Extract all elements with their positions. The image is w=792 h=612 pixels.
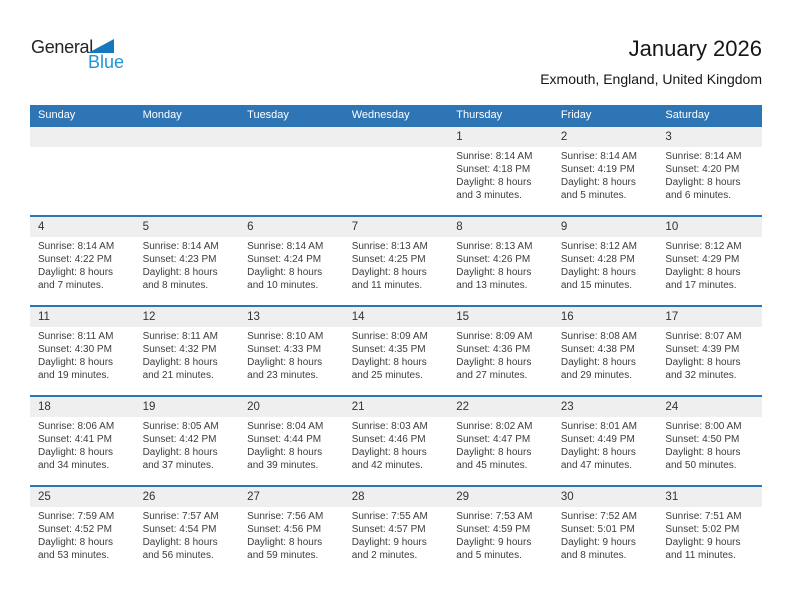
day-number: 4 bbox=[30, 217, 135, 237]
sunset-text: Sunset: 4:35 PM bbox=[351, 344, 426, 355]
day-details bbox=[553, 417, 658, 472]
day-cell-5 bbox=[135, 217, 240, 305]
day-cell-29 bbox=[448, 487, 553, 575]
week-row-3 bbox=[30, 305, 762, 395]
page-subtitle: Exmouth, England, United Kingdom bbox=[540, 71, 762, 87]
sunrise-text: Sunrise: 8:05 AM bbox=[142, 421, 219, 432]
day-number: 1 bbox=[448, 127, 553, 147]
day-details bbox=[657, 327, 762, 382]
day-cell-21 bbox=[344, 397, 449, 485]
day-number bbox=[135, 127, 240, 147]
day-details bbox=[239, 417, 344, 472]
empty-day-cell bbox=[30, 127, 135, 215]
daylight-text: Daylight: 8 hours and 7 minutes. bbox=[38, 267, 114, 291]
sunset-text: Sunset: 4:30 PM bbox=[38, 344, 112, 355]
day-number: 16 bbox=[553, 307, 658, 327]
day-cell-10 bbox=[657, 217, 762, 305]
day-cell-19 bbox=[135, 397, 240, 485]
sunrise-text: Sunrise: 8:11 AM bbox=[142, 331, 218, 342]
weekday-header-saturday: Saturday bbox=[665, 109, 710, 121]
day-details bbox=[448, 417, 553, 472]
day-cell-15 bbox=[448, 307, 553, 395]
day-cell-2 bbox=[553, 127, 658, 215]
week-row-1 bbox=[30, 125, 762, 215]
sunset-text: Sunset: 5:02 PM bbox=[665, 524, 740, 535]
day-cell-14 bbox=[344, 307, 449, 395]
sunrise-text: Sunrise: 8:09 AM bbox=[351, 331, 428, 342]
day-number: 7 bbox=[344, 217, 449, 237]
sunset-text: Sunset: 4:20 PM bbox=[665, 164, 740, 175]
sunrise-text: Sunrise: 8:14 AM bbox=[456, 151, 533, 162]
sunset-text: Sunset: 4:32 PM bbox=[142, 344, 217, 355]
daylight-text: Daylight: 8 hours and 6 minutes. bbox=[665, 177, 741, 201]
day-details bbox=[239, 327, 344, 382]
day-cell-6 bbox=[239, 217, 344, 305]
sunrise-text: Sunrise: 7:51 AM bbox=[665, 511, 742, 522]
day-details bbox=[553, 507, 658, 562]
weekday-header-sunday: Sunday bbox=[38, 109, 76, 121]
sunrise-text: Sunrise: 8:14 AM bbox=[38, 241, 115, 252]
day-cell-18 bbox=[30, 397, 135, 485]
day-cell-1 bbox=[448, 127, 553, 215]
sunrise-text: Sunrise: 8:14 AM bbox=[560, 151, 637, 162]
sunrise-text: Sunrise: 8:12 AM bbox=[560, 241, 637, 252]
day-details bbox=[657, 147, 762, 202]
day-number bbox=[239, 127, 344, 147]
sunset-text: Sunset: 4:42 PM bbox=[142, 434, 217, 445]
day-details bbox=[448, 327, 553, 382]
sunset-text: Sunset: 4:25 PM bbox=[351, 254, 426, 265]
header-titles bbox=[540, 36, 762, 88]
day-cell-20 bbox=[239, 397, 344, 485]
day-details bbox=[135, 327, 240, 382]
sunrise-text: Sunrise: 8:14 AM bbox=[247, 241, 324, 252]
daylight-text: Daylight: 9 hours and 11 minutes. bbox=[665, 537, 741, 561]
sunset-text: Sunset: 4:19 PM bbox=[560, 164, 635, 175]
weekday-header-tuesday: Tuesday bbox=[247, 109, 289, 121]
day-number bbox=[344, 127, 449, 147]
day-details bbox=[657, 417, 762, 472]
day-number: 21 bbox=[344, 397, 449, 417]
empty-day-cell bbox=[344, 127, 449, 215]
sunset-text: Sunset: 4:47 PM bbox=[456, 434, 531, 445]
day-details bbox=[135, 417, 240, 472]
day-number: 23 bbox=[553, 397, 658, 417]
day-cell-27 bbox=[239, 487, 344, 575]
day-cell-11 bbox=[30, 307, 135, 395]
sunset-text: Sunset: 4:56 PM bbox=[247, 524, 322, 535]
sunrise-text: Sunrise: 8:06 AM bbox=[38, 421, 115, 432]
day-cell-13 bbox=[239, 307, 344, 395]
day-cell-8 bbox=[448, 217, 553, 305]
sunrise-text: Sunrise: 7:55 AM bbox=[351, 511, 428, 522]
sunset-text: Sunset: 4:59 PM bbox=[456, 524, 531, 535]
day-number: 14 bbox=[344, 307, 449, 327]
daylight-text: Daylight: 8 hours and 27 minutes. bbox=[456, 357, 532, 381]
daylight-text: Daylight: 8 hours and 59 minutes. bbox=[247, 537, 323, 561]
sunset-text: Sunset: 4:33 PM bbox=[247, 344, 322, 355]
day-details bbox=[30, 237, 135, 292]
day-details bbox=[30, 417, 135, 472]
day-details bbox=[344, 417, 449, 472]
logo-text-blue: Blue bbox=[88, 52, 125, 72]
weekday-header-row bbox=[30, 105, 762, 125]
day-details bbox=[448, 237, 553, 292]
day-cell-9 bbox=[553, 217, 658, 305]
sunset-text: Sunset: 4:41 PM bbox=[38, 434, 112, 445]
day-details bbox=[553, 327, 658, 382]
daylight-text: Daylight: 8 hours and 45 minutes. bbox=[456, 447, 532, 471]
day-cell-16 bbox=[553, 307, 658, 395]
sunrise-text: Sunrise: 8:14 AM bbox=[665, 151, 742, 162]
daylight-text: Daylight: 8 hours and 10 minutes. bbox=[247, 267, 323, 291]
day-cell-3 bbox=[657, 127, 762, 215]
sunset-text: Sunset: 4:44 PM bbox=[247, 434, 322, 445]
day-number: 30 bbox=[553, 487, 658, 507]
day-details bbox=[135, 237, 240, 292]
day-number: 8 bbox=[448, 217, 553, 237]
weekday-header-friday: Friday bbox=[560, 109, 592, 121]
day-number: 24 bbox=[657, 397, 762, 417]
daylight-text: Daylight: 8 hours and 56 minutes. bbox=[142, 537, 218, 561]
sunrise-text: Sunrise: 8:02 AM bbox=[456, 421, 533, 432]
day-number: 17 bbox=[657, 307, 762, 327]
day-number: 29 bbox=[448, 487, 553, 507]
daylight-text: Daylight: 8 hours and 42 minutes. bbox=[351, 447, 427, 471]
sunset-text: Sunset: 4:50 PM bbox=[665, 434, 740, 445]
sunrise-text: Sunrise: 8:12 AM bbox=[665, 241, 742, 252]
day-cell-25 bbox=[30, 487, 135, 575]
day-number: 11 bbox=[30, 307, 135, 327]
day-number: 18 bbox=[30, 397, 135, 417]
day-details bbox=[657, 237, 762, 292]
day-number: 9 bbox=[553, 217, 658, 237]
day-cell-31 bbox=[657, 487, 762, 575]
weekday-header-thursday: Thursday bbox=[456, 109, 503, 121]
day-number: 26 bbox=[135, 487, 240, 507]
sunrise-text: Sunrise: 7:52 AM bbox=[560, 511, 637, 522]
day-details bbox=[553, 147, 658, 202]
sunrise-text: Sunrise: 8:00 AM bbox=[665, 421, 742, 432]
week-row-2 bbox=[30, 215, 762, 305]
sunset-text: Sunset: 4:23 PM bbox=[142, 254, 217, 265]
sunrise-text: Sunrise: 8:13 AM bbox=[456, 241, 533, 252]
sunset-text: Sunset: 4:57 PM bbox=[351, 524, 426, 535]
daylight-text: Daylight: 8 hours and 3 minutes. bbox=[456, 177, 532, 201]
daylight-text: Daylight: 8 hours and 19 minutes. bbox=[38, 357, 114, 381]
daylight-text: Daylight: 8 hours and 15 minutes. bbox=[560, 267, 636, 291]
day-cell-12 bbox=[135, 307, 240, 395]
sunrise-text: Sunrise: 7:57 AM bbox=[142, 511, 219, 522]
day-cell-23 bbox=[553, 397, 658, 485]
sunset-text: Sunset: 4:54 PM bbox=[142, 524, 217, 535]
sunset-text: Sunset: 4:22 PM bbox=[38, 254, 112, 265]
daylight-text: Daylight: 8 hours and 23 minutes. bbox=[247, 357, 323, 381]
sunset-text: Sunset: 4:29 PM bbox=[665, 254, 740, 265]
sunrise-text: Sunrise: 8:09 AM bbox=[456, 331, 533, 342]
day-number: 19 bbox=[135, 397, 240, 417]
sunset-text: Sunset: 4:46 PM bbox=[351, 434, 426, 445]
daylight-text: Daylight: 9 hours and 8 minutes. bbox=[560, 537, 636, 561]
day-number: 6 bbox=[239, 217, 344, 237]
day-details bbox=[239, 507, 344, 562]
day-details bbox=[448, 147, 553, 202]
daylight-text: Daylight: 8 hours and 29 minutes. bbox=[560, 357, 636, 381]
day-number: 20 bbox=[239, 397, 344, 417]
daylight-text: Daylight: 8 hours and 13 minutes. bbox=[456, 267, 532, 291]
sunrise-text: Sunrise: 8:11 AM bbox=[38, 331, 114, 342]
daylight-text: Daylight: 8 hours and 8 minutes. bbox=[142, 267, 218, 291]
day-number: 27 bbox=[239, 487, 344, 507]
sunrise-text: Sunrise: 8:07 AM bbox=[665, 331, 742, 342]
empty-day-cell bbox=[239, 127, 344, 215]
day-number: 25 bbox=[30, 487, 135, 507]
sunrise-text: Sunrise: 8:10 AM bbox=[247, 331, 324, 342]
day-number bbox=[30, 127, 135, 147]
sunset-text: Sunset: 5:01 PM bbox=[560, 524, 635, 535]
daylight-text: Daylight: 8 hours and 53 minutes. bbox=[38, 537, 114, 561]
empty-day-cell bbox=[135, 127, 240, 215]
sunrise-text: Sunrise: 7:56 AM bbox=[247, 511, 324, 522]
sunrise-text: Sunrise: 8:01 AM bbox=[560, 421, 637, 432]
sunrise-text: Sunrise: 8:04 AM bbox=[247, 421, 324, 432]
day-details bbox=[553, 237, 658, 292]
day-cell-28 bbox=[344, 487, 449, 575]
day-number: 3 bbox=[657, 127, 762, 147]
calendar-grid bbox=[30, 105, 762, 575]
sunrise-text: Sunrise: 8:14 AM bbox=[142, 241, 219, 252]
day-details bbox=[657, 507, 762, 562]
daylight-text: Daylight: 8 hours and 25 minutes. bbox=[351, 357, 427, 381]
sunset-text: Sunset: 4:36 PM bbox=[456, 344, 531, 355]
day-number: 22 bbox=[448, 397, 553, 417]
daylight-text: Daylight: 8 hours and 37 minutes. bbox=[142, 447, 218, 471]
day-details bbox=[30, 507, 135, 562]
general-blue-logo bbox=[31, 38, 171, 71]
day-details bbox=[239, 237, 344, 292]
daylight-text: Daylight: 8 hours and 34 minutes. bbox=[38, 447, 114, 471]
day-number: 10 bbox=[657, 217, 762, 237]
day-cell-30 bbox=[553, 487, 658, 575]
day-number: 31 bbox=[657, 487, 762, 507]
daylight-text: Daylight: 8 hours and 39 minutes. bbox=[247, 447, 323, 471]
day-number: 28 bbox=[344, 487, 449, 507]
day-number: 12 bbox=[135, 307, 240, 327]
sunset-text: Sunset: 4:18 PM bbox=[456, 164, 531, 175]
day-cell-26 bbox=[135, 487, 240, 575]
day-details bbox=[344, 237, 449, 292]
sunset-text: Sunset: 4:49 PM bbox=[560, 434, 635, 445]
day-details bbox=[135, 507, 240, 562]
day-cell-7 bbox=[344, 217, 449, 305]
sunset-text: Sunset: 4:28 PM bbox=[560, 254, 635, 265]
daylight-text: Daylight: 8 hours and 47 minutes. bbox=[560, 447, 636, 471]
day-number: 15 bbox=[448, 307, 553, 327]
sunrise-text: Sunrise: 7:53 AM bbox=[456, 511, 533, 522]
logo-triangle-icon bbox=[88, 39, 114, 53]
daylight-text: Daylight: 8 hours and 11 minutes. bbox=[351, 267, 427, 291]
logo-text-general: General bbox=[31, 37, 93, 57]
daylight-text: Daylight: 8 hours and 21 minutes. bbox=[142, 357, 218, 381]
sunset-text: Sunset: 4:26 PM bbox=[456, 254, 531, 265]
daylight-text: Daylight: 8 hours and 5 minutes. bbox=[560, 177, 636, 201]
sunrise-text: Sunrise: 8:13 AM bbox=[351, 241, 428, 252]
sunset-text: Sunset: 4:39 PM bbox=[665, 344, 740, 355]
sunrise-text: Sunrise: 7:59 AM bbox=[38, 511, 115, 522]
day-cell-24 bbox=[657, 397, 762, 485]
sunset-text: Sunset: 4:38 PM bbox=[560, 344, 635, 355]
daylight-text: Daylight: 9 hours and 5 minutes. bbox=[456, 537, 532, 561]
day-cell-17 bbox=[657, 307, 762, 395]
daylight-text: Daylight: 9 hours and 2 minutes. bbox=[351, 537, 427, 561]
day-cell-22 bbox=[448, 397, 553, 485]
day-cell-4 bbox=[30, 217, 135, 305]
week-row-5 bbox=[30, 485, 762, 575]
week-row-4 bbox=[30, 395, 762, 485]
sunset-text: Sunset: 4:52 PM bbox=[38, 524, 112, 535]
sunrise-text: Sunrise: 8:08 AM bbox=[560, 331, 637, 342]
weekday-header-wednesday: Wednesday bbox=[351, 109, 410, 121]
day-number: 5 bbox=[135, 217, 240, 237]
sunrise-text: Sunrise: 8:03 AM bbox=[351, 421, 428, 432]
daylight-text: Daylight: 8 hours and 50 minutes. bbox=[665, 447, 741, 471]
sunset-text: Sunset: 4:24 PM bbox=[247, 254, 322, 265]
day-details bbox=[448, 507, 553, 562]
day-number: 13 bbox=[239, 307, 344, 327]
weekday-header-monday: Monday bbox=[142, 109, 182, 121]
page-title: January 2026 bbox=[628, 36, 762, 61]
day-details bbox=[30, 327, 135, 382]
day-details bbox=[344, 327, 449, 382]
daylight-text: Daylight: 8 hours and 17 minutes. bbox=[665, 267, 741, 291]
day-number: 2 bbox=[553, 127, 658, 147]
daylight-text: Daylight: 8 hours and 32 minutes. bbox=[665, 357, 741, 381]
day-details bbox=[344, 507, 449, 562]
